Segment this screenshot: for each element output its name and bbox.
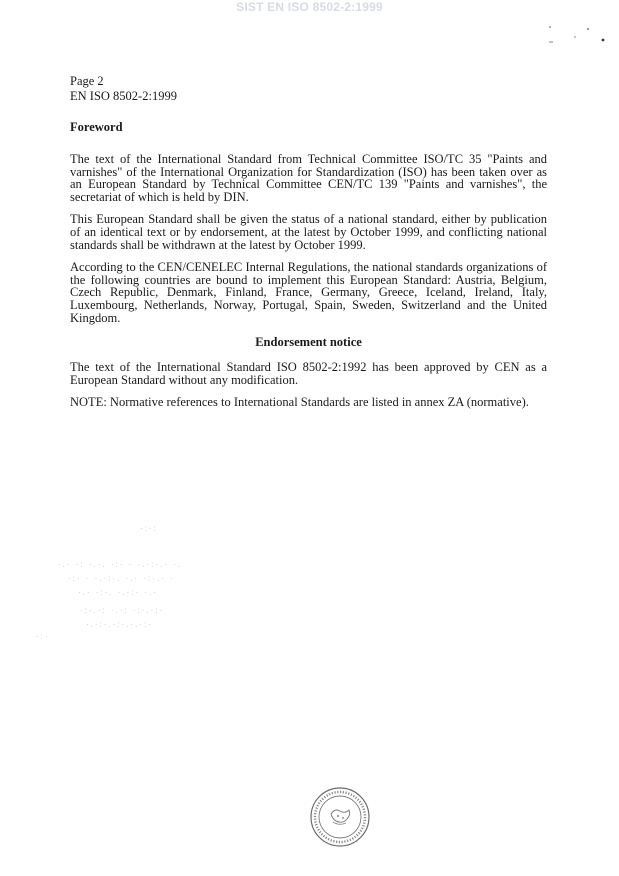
foreword-paragraph: According to the CEN/CENELEC Internal Regulations, the national standards organizations of the following countries are bound to implement this European Standard: Austria, Belgium, Czech Republic, Denmark, Finland, France, Germany, Greece, Iceland, Ireland, Italy, Luxembourg, Netherlands, Norway, Portugal, Spain, Sweden, Switzerland and the United Kingdom.	[70, 260, 547, 325]
scan-marks	[545, 24, 615, 54]
scan-smudge: ·:·:	[140, 524, 158, 533]
scan-smudge: ·:·.·: ·.·: ·:·.·:·	[80, 606, 165, 615]
scan-smudge: ·.·:·.·:·.·.·:·	[86, 620, 153, 629]
watermark-text: SIST EN ISO 8502-2:1999	[236, 0, 383, 14]
foreword-paragraph: The text of the International Standard from Technical Committee ISO/TC 35 "Paints and varnishes" of the International Organization for Standardization (ISO) has been taken over as an European Standard by Technical Committee CEN/TC 139 "Paints and varnishes", the secretariat of which is held by DIN.	[70, 152, 547, 204]
scan-smudge: ·.· ·:·. ·.·:· ·.·	[78, 588, 158, 597]
endorsement-paragraph: The text of the International Standard ISO 8502-2:1992 has been approved by CEN as a European Standard without any modification.	[70, 360, 547, 387]
note-paragraph: NOTE: Normative references to International Standards are listed in annex ZA (normative).	[70, 395, 529, 410]
document-page	[70, 74, 547, 409]
stamp-seal	[309, 786, 371, 848]
foreword-paragraph: This European Standard shall be given the status of a national standard, either by publication of an identical text or by endorsement, at the latest by October 1999, and conflicting national standards shall be withdrawn at the latest by October 1999.	[70, 212, 547, 252]
standard-reference: EN ISO 8502-2:1999	[70, 89, 177, 103]
foreword-heading: Foreword	[70, 120, 123, 134]
scan-smudge: ·.· ·: ·.·. ·:· · ·.·:·.· ·.	[58, 560, 182, 569]
endorsement-heading: Endorsement notice	[255, 335, 362, 350]
scan-smudge: ·:· · ·.·:·. ·.· ·:·.· ·	[68, 574, 175, 583]
scan-smudge: ·:·	[36, 632, 50, 641]
page-number: Page 2	[70, 74, 104, 88]
